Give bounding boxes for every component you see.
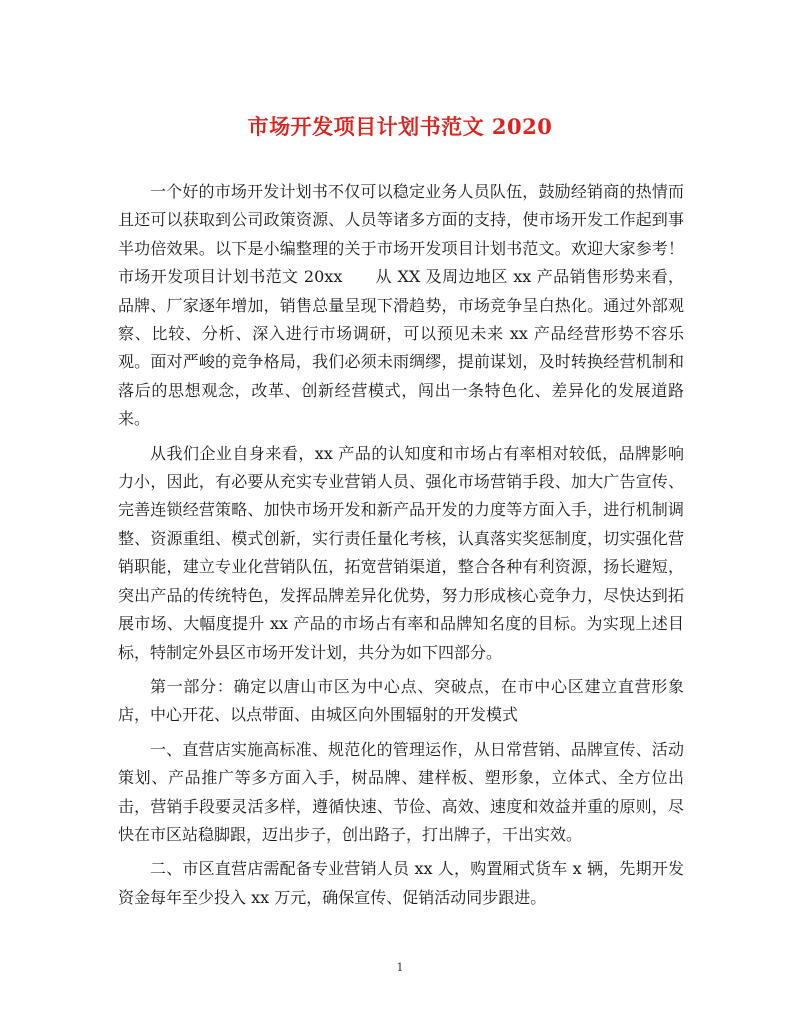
paragraph-part-one-heading: 第一部分：确定以唐山市区为中心点、突破点，在市中心区建立直营形象店，中心开花、以点带面、由城区向外围辐射的开发模式 bbox=[118, 676, 684, 725]
paragraph-self-analysis: 从我们企业自身来看，xx 产品的认知度和市场占有率相对较低，品牌影响力小，因此，有必要从充实专业营销人员、强化市场营销手段、加大广告宣传、完善连锁经营策略、加快市场开发和新产品开发的力度等方面入手，进行机制调整、资源重组、模式创新，实行责任量化考核，认真落实奖惩制度，切实强化营销职能，建立专业化营销队伍，拓宽营销渠道，整合各种有利资源，扬长避短，突出产品的传统特色，发挥品牌差异化优势，努力形成核心竞争力，尽快达到拓展市场、大幅度提升 xx 产品的市场占有率和品牌知名度的目标。为实现上述目标，特制定外县区市场开发计划，共分为如下四部分。 bbox=[118, 443, 684, 662]
paragraph-item-two: 二、市区直营店需配备专业营销人员 xx 人，购置厢式货车 x 辆，先期开发资金每年至少投入 xx 万元，确保宣传、促销活动同步跟进。 bbox=[118, 859, 684, 907]
document-body bbox=[118, 178, 684, 912]
paragraph-intro: 一个好的市场开发计划书不仅可以稳定业务人员队伍，鼓励经销商的热情而且还可以获取到公司政策资源、人员等诸多方面的支持，使市场开发工作起到事半功倍效果。以下是小编整理的关于市场开发项目计划书范文。欢迎大家参考！市场开发项目计划书范文 20xx 从 XX 及周边地区 xx 产品销售形势来看，品牌、厂家逐年增加，销售总量呈现下滑趋势，市场竞争呈白热化。通过外部观察、比较、分析、深入进行市场调研，可以预见未来 xx 产品经营形势不容乐观。面对严峻的竞争格局，我们必须未雨绸缪，提前谋划，及时转换经营机制和落后的思想观念，改革、创新经营模式，闯出一条特色化、差异化的发展道路来。 bbox=[118, 182, 684, 429]
paragraph-item-one: 一、直营店实施高标准、规范化的管理运作，从日常营销、品牌宣传、活动策划、产品推广等多方面入手，树品牌、建样板、塑形象，立体式、全方位出击，营销手段要灵活多样，遵循快速、节俭、高效、速度和效益并重的原则，尽快在市区站稳脚跟，迈出步子，创出路子，打出牌子，干出实效。 bbox=[118, 739, 684, 844]
document-title: 市场开发项目计划书范文 2020 bbox=[247, 114, 553, 139]
page-number: 1 bbox=[396, 961, 404, 974]
